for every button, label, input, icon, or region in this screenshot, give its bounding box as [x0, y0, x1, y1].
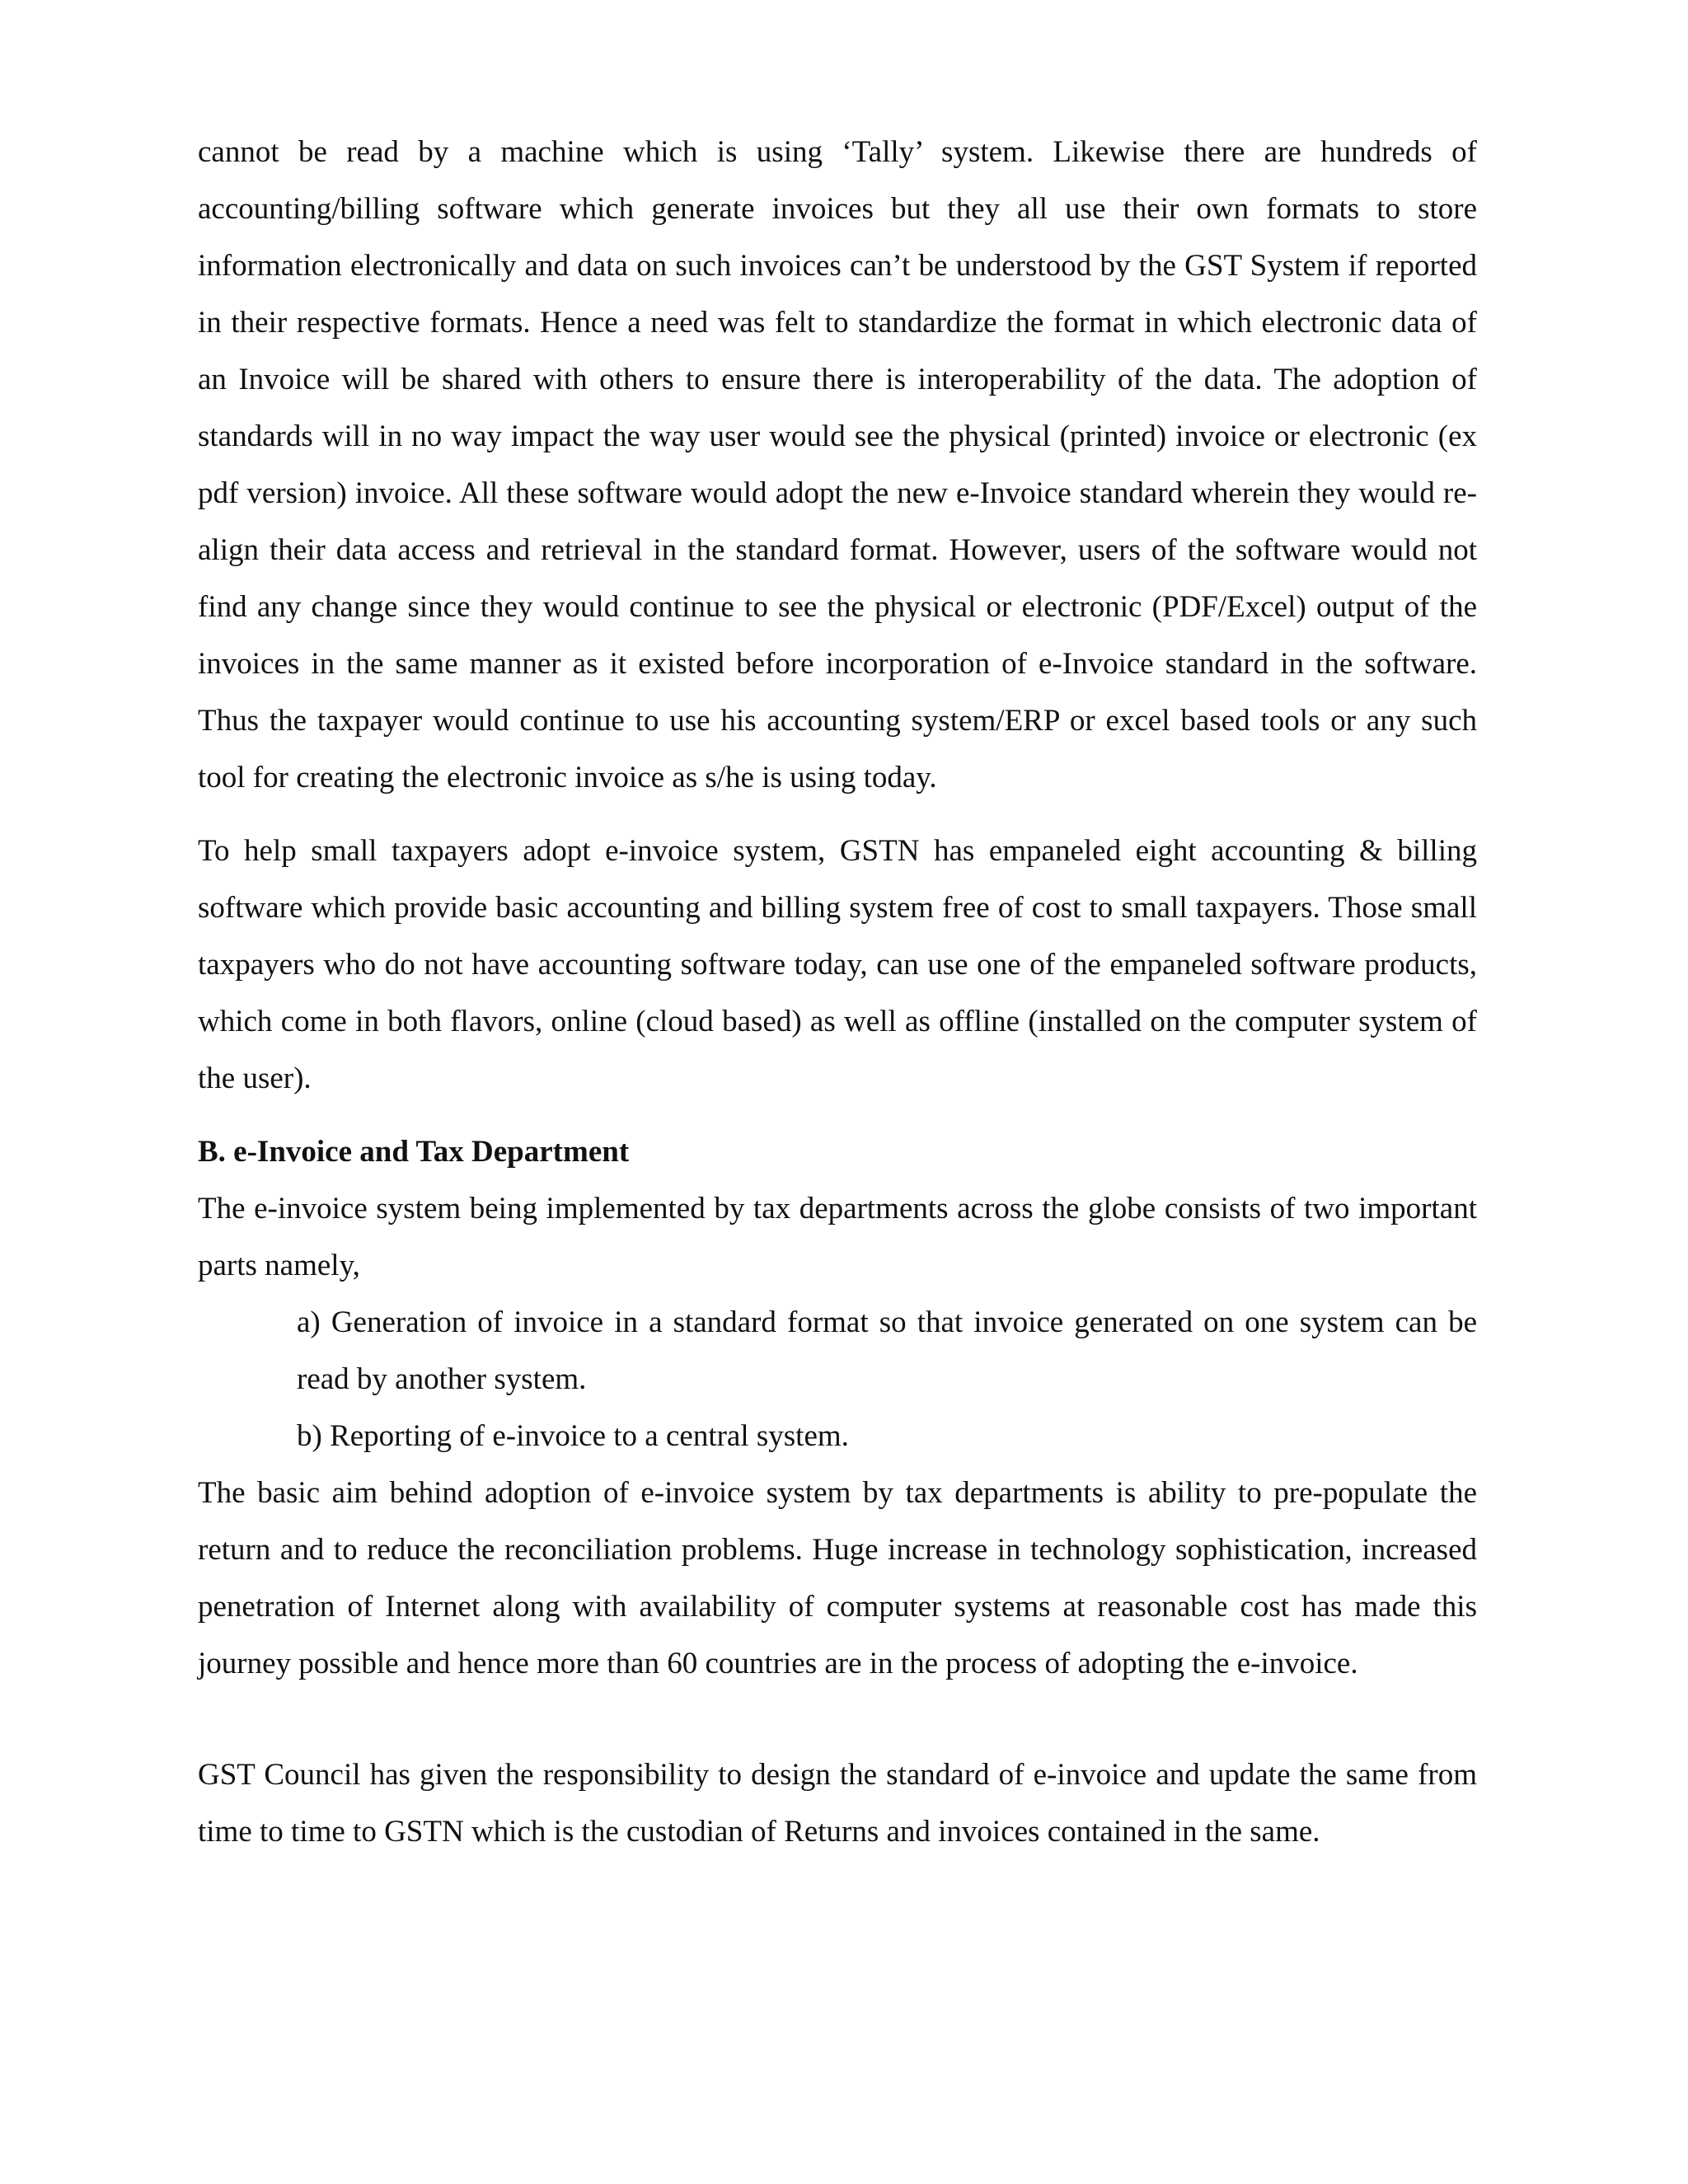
paragraph-basic-aim: The basic aim behind adoption of e-invoice system by tax departments is ability to pre-populate the return and to reduce the reconciliation problems. Huge increase in technology sophistication, increased penetration of Internet along with availability of computer systems at reasonable cost has made this journey possible and hence more than 60 countries are in the process of adopting the e-invoice. [198, 1476, 1477, 1680]
list-item: b) Reporting of e-invoice to a central system. [297, 1419, 849, 1453]
paragraph-two-parts: The e-invoice system being implemented by tax departments across the globe consists of two important parts namely, [198, 1192, 1477, 1282]
paragraph-standards: cannot be read by a machine which is using ‘Tally’ system. Likewise there are hundreds of accounting/billing software which generate invoices but they all use their own formats to store information electronically and data on such invoices can’t be understood by the GST System if reported in their respective formats. Hence a need was felt to standardize the format in which electronic data of an Invoice will be shared with others to ensure there is interoperability of the data. The adoption of standards will in no way impact the way user would see the physical (printed) invoice or electronic (ex pdf version) invoice. All these software would adopt the new e-Invoice standard wherein they would re-align their data access and retrieval in the standard format. However, users of the software would not find any change since they would continue to see the physical or electronic (PDF/Excel) output of the invoices in the same manner as it existed before incorporation of e-Invoice standard in the software. Thus the taxpayer would continue to use his accounting system/ERP or excel based tools or any such tool for creating the electronic invoice as s/he is using today. [198, 135, 1477, 794]
parts-list [198, 1294, 1477, 1465]
document-page [198, 124, 1477, 1860]
list-item: a) Generation of invoice in a standard format so that invoice generated on one system can be read by another system. [297, 1305, 1477, 1396]
paragraph-gst-council: GST Council has given the responsibility to design the standard of e-invoice and update the same from time to time to GSTN which is the custodian of Returns and invoices contained in the same. [198, 1758, 1477, 1849]
section-heading: B. e-Invoice and Tax Department [198, 1135, 630, 1169]
paragraph-small-taxpayers: To help small taxpayers adopt e-invoice system, GSTN has empaneled eight accounting & billing software which provide basic accounting and billing system free of cost to small taxpayers. Those small taxpayers who do not have accounting software today, can use one of the empaneled software products, which come in both flavors, online (cloud based) as well as offline (installed on the computer system of the user). [198, 834, 1477, 1095]
